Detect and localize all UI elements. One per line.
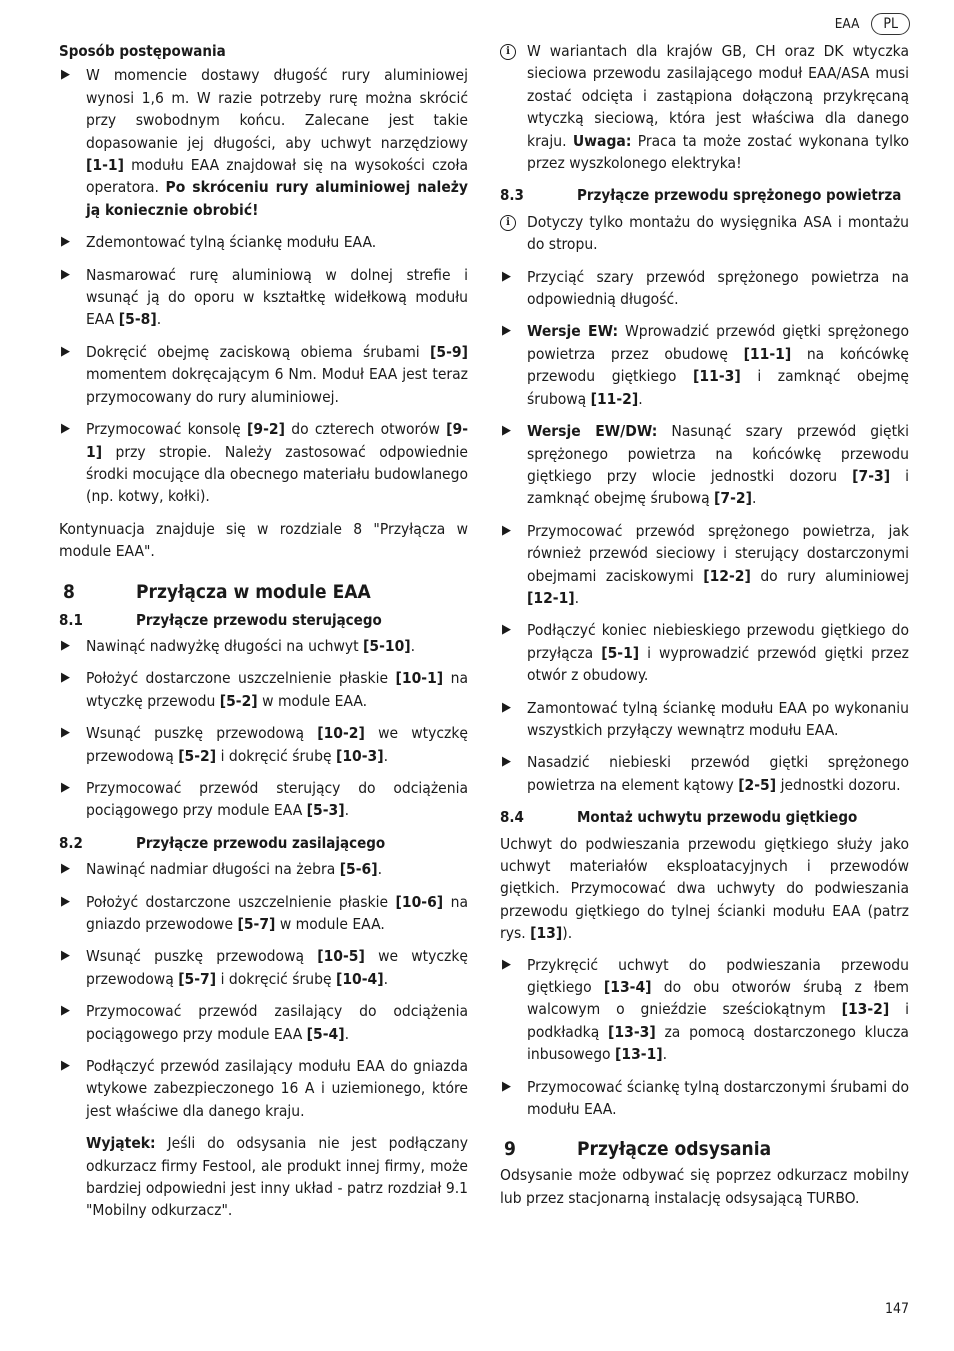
text-run: Praca ta może zostać wykonana tylko przez wyszkolonego elektryka! bbox=[527, 131, 909, 173]
subsection-number: 8.1 bbox=[59, 610, 83, 629]
bold-text: [9-2] bbox=[247, 420, 285, 439]
text-run: Nasadzić niebieski przewód giętki sprężonego powietrza na element kątowy bbox=[527, 753, 909, 794]
list-item bbox=[500, 320, 909, 410]
bullet-arrow-icon: ▶ bbox=[61, 234, 70, 250]
bullet-arrow-icon: ▶ bbox=[61, 421, 70, 437]
bold-text: [10-4] bbox=[335, 969, 384, 988]
text-run: w module EAA. bbox=[257, 691, 368, 710]
bold-text: [10-1] bbox=[395, 669, 444, 688]
subsection-title: Montaż uchwytu przewodu giętkiego bbox=[577, 808, 858, 827]
bold-text: [13-4] bbox=[603, 978, 652, 997]
bold-text: [10-6] bbox=[395, 892, 444, 911]
section-title: Przyłącze odsysania bbox=[577, 1138, 772, 1161]
bold-text: [1-1] bbox=[86, 156, 124, 175]
text-run: . bbox=[344, 1024, 350, 1043]
text-run: . bbox=[410, 636, 416, 655]
bullet-arrow-icon: ▶ bbox=[502, 1078, 511, 1094]
power-cable-steps bbox=[59, 858, 468, 1122]
text-run: do czterech otworów bbox=[284, 420, 447, 439]
list-item bbox=[59, 722, 468, 767]
bold-text: [10-2] bbox=[317, 724, 365, 743]
text-run: i dokręcić śrubę bbox=[216, 746, 336, 765]
text-run: jednostki dozoru. bbox=[776, 775, 901, 794]
bullet-arrow-icon: ▶ bbox=[502, 423, 511, 439]
text-run: za pomocą dostarczonego klucza inbusowego bbox=[527, 1022, 909, 1064]
bold-text: [5-2] bbox=[219, 691, 258, 710]
bullet-arrow-icon: ▶ bbox=[502, 622, 511, 638]
list-item bbox=[59, 858, 468, 880]
bullet-arrow-icon: ▶ bbox=[61, 343, 70, 359]
list-item bbox=[59, 891, 468, 936]
text-run: na gniazdo przewodowe bbox=[86, 892, 469, 933]
bullet-arrow-icon: ▶ bbox=[502, 754, 511, 770]
hose-holder-paragraph bbox=[500, 833, 909, 945]
bold-text: Wyjątek: bbox=[86, 1134, 156, 1153]
text-run: i dokręcić śrubę bbox=[216, 969, 336, 988]
text-run: i wyprowadzić przewód giętki przez otwór z obudowy. bbox=[527, 643, 909, 685]
list-item bbox=[500, 420, 909, 510]
text-run: we wtyczkę przewodową bbox=[86, 947, 469, 988]
text-run: Podłączyć koniec niebieskiego przewodu giętkiego do przyłącza bbox=[527, 621, 909, 662]
bold-text: [11-2] bbox=[590, 389, 639, 408]
text-run: . bbox=[662, 1045, 668, 1064]
bold-text: Wersje EW: bbox=[527, 322, 619, 341]
info-icon: i bbox=[500, 215, 516, 231]
list-item bbox=[59, 635, 468, 657]
bullet-arrow-icon: ▶ bbox=[61, 948, 70, 964]
mounting-note bbox=[500, 211, 909, 256]
text-run: w module EAA. bbox=[275, 915, 385, 933]
text-run: Dokręcić obejmę zaciskową obiema śrubami bbox=[86, 342, 431, 361]
bold-text: [13-2] bbox=[841, 1000, 890, 1019]
hose-holder-steps bbox=[500, 954, 909, 1121]
bold-text: [5-1] bbox=[601, 643, 640, 662]
bullet-arrow-icon: ▶ bbox=[61, 725, 70, 741]
list-item bbox=[59, 945, 468, 990]
text-run: . bbox=[344, 801, 350, 820]
subsection-number: 8.3 bbox=[500, 186, 524, 205]
text-run: na końcówkę przewodu giętkiego bbox=[527, 344, 909, 386]
language-badge: PL bbox=[871, 13, 910, 35]
subsection-8-4-heading bbox=[500, 806, 909, 828]
subsection-title: Przyłącze przewodu zasilającego bbox=[136, 833, 386, 852]
text-run: W wariantach dla krajów GB, CH oraz DK wtyczka sieciowa przewodu zasilającego moduł EAA/ASA musi zostać odcięta i zastąpiona dołączoną przykręcaną wtyczką sieciową, która jest właściwa dla danego kraju. bbox=[527, 42, 909, 150]
bullet-arrow-icon: ▶ bbox=[61, 637, 70, 653]
text-run: Wsunąć puszkę przewodową bbox=[86, 947, 318, 966]
compressed-air-steps bbox=[500, 266, 909, 797]
text-run: i zamknąć obejmę śrubową bbox=[527, 367, 909, 408]
bullet-arrow-icon: ▶ bbox=[61, 670, 70, 686]
bullet-arrow-icon: ▶ bbox=[61, 1003, 70, 1019]
bold-text: [5-7] bbox=[237, 915, 276, 933]
country-variant-note bbox=[500, 40, 909, 174]
page-header bbox=[835, 13, 910, 35]
text-run: i zamknąć obejmę śrubową bbox=[527, 466, 909, 508]
list-item bbox=[500, 751, 909, 796]
bold-text: [5-4] bbox=[306, 1024, 345, 1043]
text-run: ). bbox=[562, 924, 573, 943]
procedure-title: Sposób postępowania bbox=[59, 42, 226, 60]
bullet-arrow-icon: ▶ bbox=[61, 893, 70, 909]
left-column bbox=[59, 40, 468, 1232]
bold-text: Po skróceniu rury aluminiowej należy ją koniecznie obrobić! bbox=[86, 178, 468, 219]
note-text bbox=[527, 213, 909, 253]
info-icon: i bbox=[500, 44, 516, 60]
bold-text: [10-5] bbox=[317, 947, 365, 966]
bullet-arrow-icon: ▶ bbox=[502, 522, 511, 538]
list-item bbox=[500, 697, 909, 742]
bullet-arrow-icon: ▶ bbox=[61, 779, 70, 795]
text-run: Zamontować tylną ściankę modułu EAA po wykonaniu wszystkich przyłączy wewnątrz modułu EAA. bbox=[527, 698, 909, 739]
text-run: Nasmarować rurę aluminiową w dolnej strefie i wsunąć ją do oporu w kształtkę widełkową modułu EAA bbox=[86, 265, 468, 329]
text-run: momentem dokręcającym 6 Nm. Moduł EAA jest teraz przymocowany do rury aluminiowej. bbox=[86, 365, 468, 406]
bold-text: [5-8] bbox=[118, 310, 157, 329]
text-run: na wtyczkę przewodu bbox=[86, 669, 469, 710]
text-run: . bbox=[156, 310, 162, 329]
text-run: Przymocować przewód zasilający do odciążenia pociągowego przy module EAA bbox=[86, 1002, 468, 1043]
bold-text: [11-3] bbox=[693, 367, 741, 386]
text-run: Wsunąć puszkę przewodową bbox=[86, 724, 318, 743]
section-8-heading bbox=[59, 579, 468, 605]
bullet-arrow-icon: ▶ bbox=[502, 699, 511, 715]
bold-text: [5-9] bbox=[430, 342, 468, 361]
text-run: . bbox=[377, 860, 383, 879]
text-run: Przymocować przewód sterujący do odciążenia pociągowego przy module EAA bbox=[86, 778, 468, 820]
bullet-arrow-icon: ▶ bbox=[61, 266, 70, 282]
list-item bbox=[500, 1076, 909, 1121]
procedure-list bbox=[59, 64, 468, 507]
text-run: Przykręcić uchwyt do podwieszania przewodu giętkiego bbox=[527, 955, 909, 997]
subsection-number: 8.2 bbox=[59, 833, 83, 852]
list-item bbox=[59, 231, 468, 253]
bold-text: [12-1] bbox=[527, 588, 575, 607]
right-column bbox=[500, 40, 909, 1218]
text-run: Wprowadzić przewód giętki sprężonego powietrza przez obudowę bbox=[527, 322, 909, 363]
bold-text: [5-7] bbox=[178, 969, 217, 988]
bullet-arrow-icon: ▶ bbox=[61, 1058, 70, 1074]
page-number: 147 bbox=[884, 1301, 909, 1317]
subsection-8-3-heading bbox=[500, 184, 909, 206]
section-number: 8 bbox=[63, 580, 75, 603]
control-cable-steps bbox=[59, 635, 468, 822]
subsection-title: Przyłącze przewodu sterującego bbox=[136, 610, 382, 629]
list-item bbox=[59, 1055, 468, 1122]
bullet-arrow-icon: ▶ bbox=[61, 861, 70, 877]
list-item bbox=[500, 954, 909, 1066]
text-run: . bbox=[752, 489, 757, 508]
bullet-arrow-icon: ▶ bbox=[502, 956, 511, 972]
header-doc-label: EAA bbox=[834, 16, 860, 32]
section-number: 9 bbox=[504, 1138, 516, 1161]
note-text bbox=[527, 42, 909, 172]
list-item bbox=[59, 341, 468, 408]
text-run: modułu EAA znajdował się na wysokości czoła operatora. bbox=[86, 156, 468, 197]
text-run: Nawinąć nadmiar długości na żebra bbox=[86, 860, 340, 879]
bold-text: [9-1] bbox=[86, 420, 468, 461]
bold-text: [2-5] bbox=[738, 775, 777, 794]
bold-text: [12-2] bbox=[703, 566, 751, 585]
bold-text: [10-3] bbox=[335, 746, 384, 765]
section-9-heading bbox=[500, 1136, 909, 1162]
list-item bbox=[59, 667, 468, 712]
list-item bbox=[500, 266, 909, 311]
subsection-number: 8.4 bbox=[500, 808, 524, 827]
text-run: Przymocować ściankę tylną dostarczonymi śrubami do modułu EAA. bbox=[527, 1077, 909, 1119]
text-run: Przyciąć szary przewód sprężonego powietrza na odpowiednią długość. bbox=[527, 267, 909, 309]
text-run: Zdemontować tylną ściankę modułu EAA. bbox=[86, 233, 377, 252]
text-run: we wtyczkę przewodową bbox=[86, 724, 469, 765]
bold-text: [5-3] bbox=[306, 801, 345, 820]
text-run: Nawinąć nadwyżkę długości na uchwyt bbox=[86, 636, 364, 655]
list-item bbox=[500, 520, 909, 610]
subsection-title: Przyłącze przewodu sprężonego powietrza bbox=[577, 186, 902, 205]
section-title: Przyłącza w module EAA bbox=[136, 580, 371, 603]
bold-text: Wersje EW/DW: bbox=[527, 422, 658, 441]
text-run: do obu otworów śrubą z łbem walcowym o gnieździe sześciokątnym bbox=[527, 978, 909, 1019]
bold-text: [7-3] bbox=[852, 466, 891, 485]
bullet-arrow-icon: ▶ bbox=[502, 268, 511, 284]
bold-text: [11-1] bbox=[743, 344, 792, 363]
bold-text: [5-2] bbox=[178, 746, 217, 765]
list-item bbox=[59, 264, 468, 331]
bold-text: [13] bbox=[530, 924, 563, 943]
list-item bbox=[59, 1000, 468, 1045]
text-run: . bbox=[383, 746, 389, 765]
exception-note bbox=[59, 1132, 468, 1222]
text-run: Podłączyć przewód zasilający modułu EAA do gniazda wtykowe zabezpieczonego 16 A i uziemionego, które jest właściwe dla danego kraju. bbox=[86, 1057, 468, 1120]
text-run: przy stropie. Należy zastosować odpowiednie środki mocujące dla obecnego materiału budowlanego (np. kotwy, kołki). bbox=[86, 442, 468, 506]
bullet-arrow-icon: ▶ bbox=[61, 67, 70, 83]
bullet-arrow-icon: ▶ bbox=[502, 323, 511, 339]
bold-text: [13-3] bbox=[608, 1022, 656, 1041]
continuation-note: Kontynuacja znajduje się w rozdziale 8 "Przyłącza w module EAA". bbox=[59, 519, 468, 561]
list-item bbox=[59, 418, 468, 508]
text-run: Nasunąć szary przewód giętki sprężonego powietrza na końcówkę przewodu giętkiego przy wlocie jednostki dozoru bbox=[527, 422, 910, 485]
text-run: Jeśli do odsysania nie jest podłączany odkurzacz firmy Festool, ale produkt innej firmy, może bardziej odpowiedni jest inny układ - patrz rozdział 9.1 "Mobilny odkurzacz". bbox=[86, 1134, 468, 1220]
subsection-8-1-heading bbox=[59, 609, 468, 631]
text-run: Położyć dostarczone uszczelnienie płaskie bbox=[86, 892, 396, 911]
list-item bbox=[59, 777, 468, 822]
bold-text: [7-2] bbox=[714, 489, 752, 508]
bold-text: [13-1] bbox=[615, 1045, 663, 1064]
list-item bbox=[59, 64, 468, 221]
list-item bbox=[500, 619, 909, 686]
text-run: do rury aluminiowej bbox=[750, 566, 909, 585]
text-run: Przymocować przewód sprężonego powietrza, jak również przewód sieciowy i sterujący dostarczonymi obejmami zaciskowymi bbox=[527, 521, 909, 585]
text-run: . bbox=[383, 969, 389, 988]
text-run: Położyć dostarczone uszczelnienie płaskie bbox=[86, 669, 396, 688]
extraction-paragraph: Odsysanie może odbywać się poprzez odkurzacz mobilny lub przez stacjonarną instalację odsysającą TURBO. bbox=[500, 1166, 909, 1207]
bold-text: [5-10] bbox=[363, 636, 411, 655]
subsection-8-2-heading bbox=[59, 832, 468, 854]
text-run: W momencie dostawy długość rury aluminiowej wynosi 1,6 m. W razie potrzeby rurę można skrócić przy swobodnym końcu. Zalecane jest takie dopasowanie jej długości, aby uchwyt narzędziowy bbox=[86, 66, 468, 152]
bold-text: [5-6] bbox=[339, 860, 378, 879]
text-run: . bbox=[638, 389, 643, 408]
text-run: Dotyczy tylko montażu do wysięgnika ASA i montażu do stropu. bbox=[527, 212, 909, 254]
text-run: i podkładką bbox=[527, 1000, 909, 1041]
text-run: . bbox=[574, 588, 580, 607]
bold-text: Uwaga: bbox=[572, 131, 632, 150]
text-run: Przymocować konsolę bbox=[86, 420, 248, 439]
text-run: Uchwyt do podwieszania przewodu giętkiego służy jako uchwyt materiałów eksploatacyjnych i przewodów giętkich. Przymocować dwa uchwyty do podwieszania przewodu giętkiego do tylnej ścianki modułu EAA (patrz rys. bbox=[500, 834, 909, 943]
